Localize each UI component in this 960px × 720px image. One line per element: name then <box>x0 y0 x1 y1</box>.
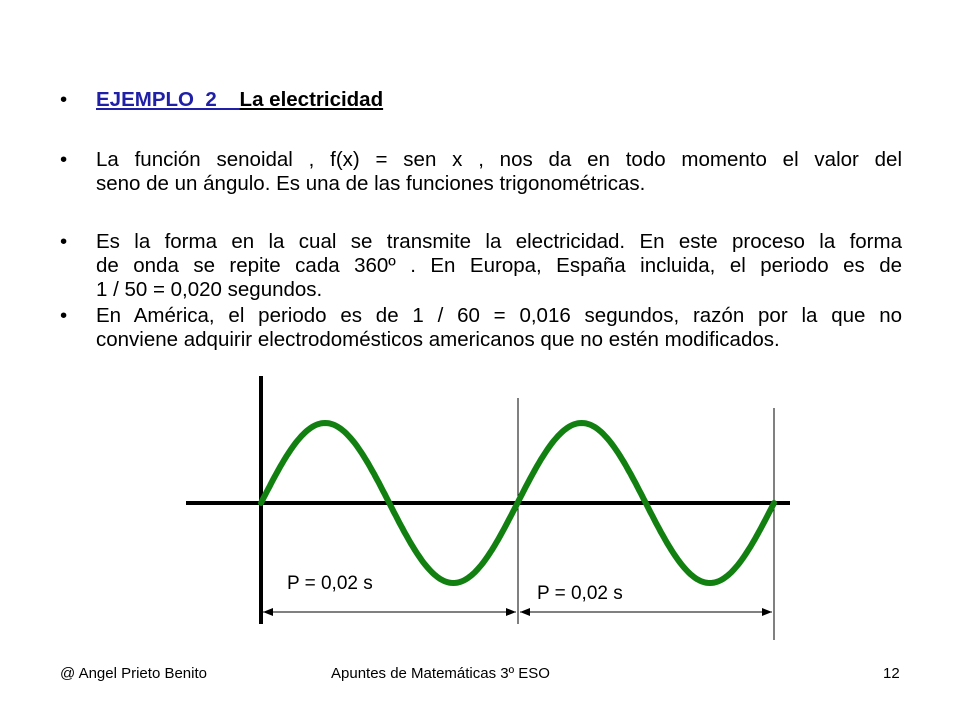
footer-author: @ Angel Prieto Benito <box>60 665 207 682</box>
period-arrowhead <box>520 608 530 616</box>
text-line: Es la forma en la cual se transmite la electricidad. En este proceso la forma <box>96 230 902 253</box>
period-label-1: P = 0,02 s <box>287 573 373 594</box>
footer-course: Apuntes de Matemáticas 3º ESO <box>331 665 550 682</box>
period-arrowhead <box>762 608 772 616</box>
text-line: En América, el periodo es de 1 / 60 = 0,016 segundos, razón por la que no <box>96 304 902 327</box>
period-label-2: P = 0,02 s <box>537 583 623 604</box>
bullet-marker: • <box>60 304 68 327</box>
heading-title: La electricidad <box>239 88 384 111</box>
text-line: de onda se repite cada 360º . En Europa, España incluida, el periodo es de <box>96 254 902 277</box>
text-line: conviene adquirir electrodomésticos americanos que no estén modificados. <box>96 328 780 351</box>
period-arrowhead <box>506 608 516 616</box>
bullet-marker: • <box>60 148 68 171</box>
heading-example-label: EJEMPLO 2 <box>96 88 240 111</box>
text-line: seno de un ángulo. Es una de las funciones trigonométricas. <box>96 172 646 195</box>
bullet-marker: • <box>60 230 68 253</box>
page-number: 12 <box>883 665 900 682</box>
text-line: 1 / 50 = 0,020 segundos. <box>96 278 323 301</box>
period-arrowhead <box>263 608 273 616</box>
bullet-marker: • <box>60 88 68 111</box>
text-line: La función senoidal , f(x) = sen x , nos da en todo momento el valor del <box>96 148 902 171</box>
